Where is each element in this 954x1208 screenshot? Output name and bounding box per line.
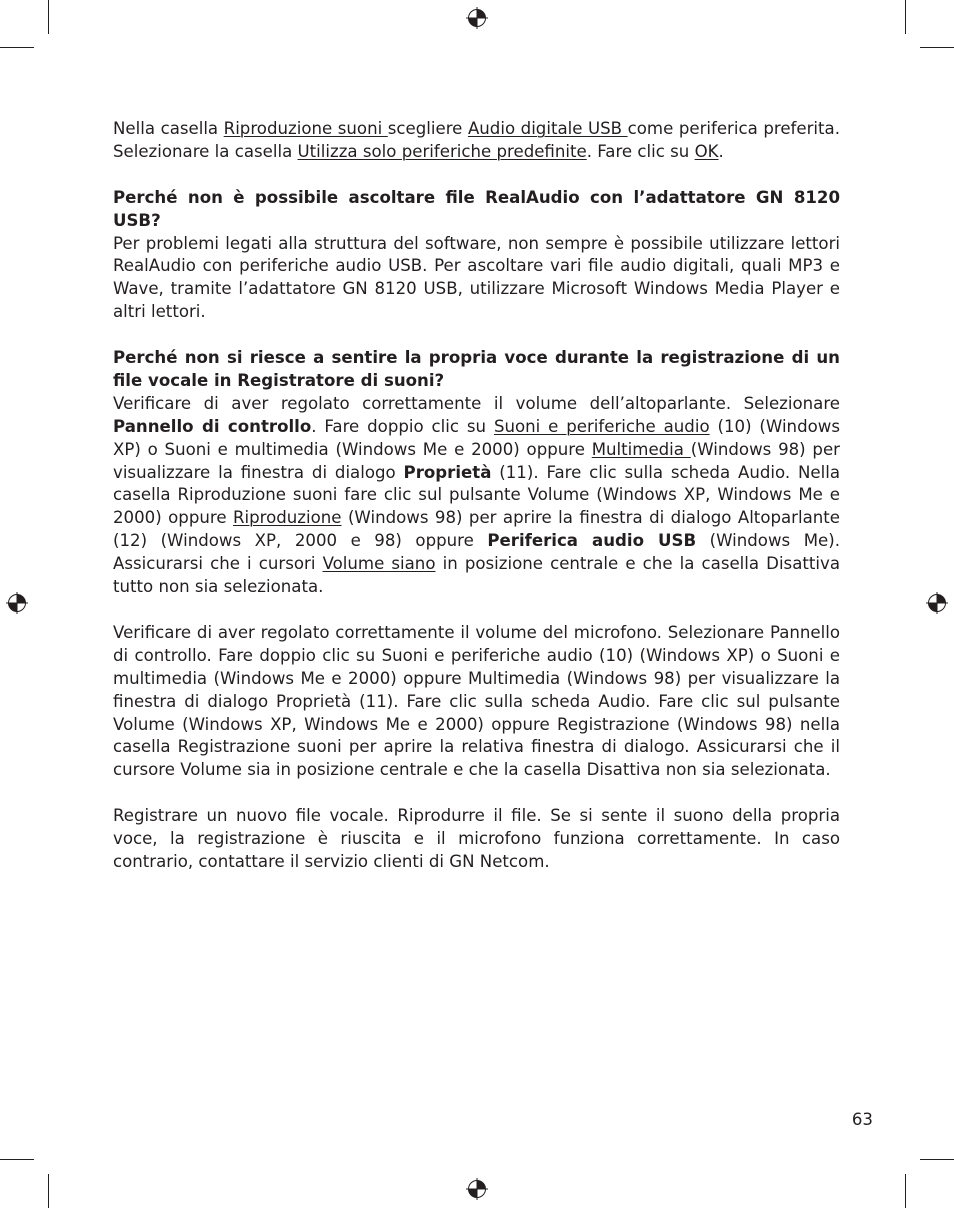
faq-heading-realaudio: Perché non è possibile ascoltare file RealAudio con l’adattatore GN 8120 USB? [113, 187, 840, 230]
paragraph-playback-settings: Nella casella Riproduzione suoni scegliere Audio digitale USB come periferica preferita. Selezionare la casella Utilizza solo periferiche predefinite. Fare clic su OK. [113, 119, 840, 161]
ref-ok: OK [694, 141, 719, 161]
faq-answer-realaudio: Per problemi legati alla struttura del software, non sempre è possibile utilizzare lettori RealAudio con periferiche audio USB. Per ascoltare vari file audio digitali, quali MP3 e Wave, tramite l’adattatore GN 8120 USB, utilizzare Microsoft Windows Media Player e altri lettori. [113, 233, 840, 322]
faq-answer-speaker-volume: Verificare di aver regolato correttamente il volume dell’altoparlante. Selezionare Pannello di controllo. Fare doppio clic su Suoni e periferiche audio (10) (Windows XP) o Suoni e multimedia (Windows Me e 2000) oppure Multimedia (Windows 98) per visualizzare la finestra di dialogo Proprietà (11). Fare clic sulla scheda Audio. Nella casella Riproduzione suoni fare clic sul pulsante Volume (Windows XP, Windows Me e 2000) oppure Riproduzione (Windows 98) per aprire la finestra di dialogo Altoparlante (12) (Windows XP, 2000 e 98) oppure Periferica audio USB (Windows Me). Assicurarsi che i cursori Volume siano in posizione centrale e che la casella Disattiva tutto non sia selezionata. [113, 393, 841, 597]
crop-mark-bottom-left-horizontal [0, 1159, 34, 1160]
ref-riproduzione-suoni: Riproduzione suoni [223, 119, 388, 138]
crop-mark-bottom-right-vertical [905, 1174, 906, 1208]
ref-suoni-e-periferiche-audio: Suoni e periferiche audio [493, 416, 710, 436]
faq-heading-own-voice: Perché non si riesce a sentire la propria voce durante la registrazione di un file vocale in Registratore di suoni? [113, 348, 840, 390]
crop-mark-bottom-left-vertical [48, 1174, 49, 1208]
ref-audio-digitale-usb: Audio digitale USB [467, 119, 628, 138]
ref-volume-siano: Volume siano [322, 554, 436, 574]
page-body [113, 118, 840, 874]
crop-mark-bottom-right-horizontal [920, 1159, 954, 1160]
ref-pannello-di-controllo: Pannello di controllo [113, 416, 312, 436]
ref-proprieta: Proprietà [403, 462, 492, 482]
paragraph-microphone-volume: Verificare di aver regolato correttamente il volume del microfono. Selezionare Pannello di controllo. Fare doppio clic su Suoni e periferiche audio (10) (Windows XP) o Suoni e multimedia (Windows Me e 2000) oppure Multimedia (Windows 98) per visualizzare la finestra di dialogo Proprietà (11). Fare clic sulla scheda Audio. Fare clic sul pulsante Volume (Windows XP, Windows Me e 2000) oppure Registrazione (Windows 98) nella casella Registrazione suoni per aprire la relativa finestra di dialogo. Assicurarsi che il cursore Volume sia in posizione centrale e che la casella Disattiva non sia selezionata. [113, 622, 840, 780]
ref-periferica-audio-usb: Periferica audio USB [487, 531, 697, 551]
crop-mark-top-right-vertical [905, 0, 906, 34]
crop-mark-top-left-horizontal [0, 47, 34, 48]
ref-riproduzione: Riproduzione [232, 508, 342, 528]
crop-mark-top-right-horizontal [920, 47, 954, 48]
ref-utilizza-solo-periferiche: Utilizza solo periferiche predefinite [297, 141, 587, 161]
paragraph-test-recording: Registrare un nuovo file vocale. Riprodurre il file. Se si sente il suono della propria voce, la registrazione è riuscita e il microfono funziona correttamente. In caso contrario, contattare il servizio clienti di GN Netcom. [113, 806, 840, 871]
registration-mark-top-icon [466, 7, 488, 29]
ref-multimedia: Multimedia [591, 439, 691, 459]
registration-mark-left-icon [6, 592, 28, 614]
registration-mark-right-icon [926, 592, 948, 614]
crop-mark-top-left-vertical [48, 0, 49, 34]
registration-mark-bottom-icon [466, 1178, 488, 1200]
page-number: 63 [851, 1110, 873, 1129]
